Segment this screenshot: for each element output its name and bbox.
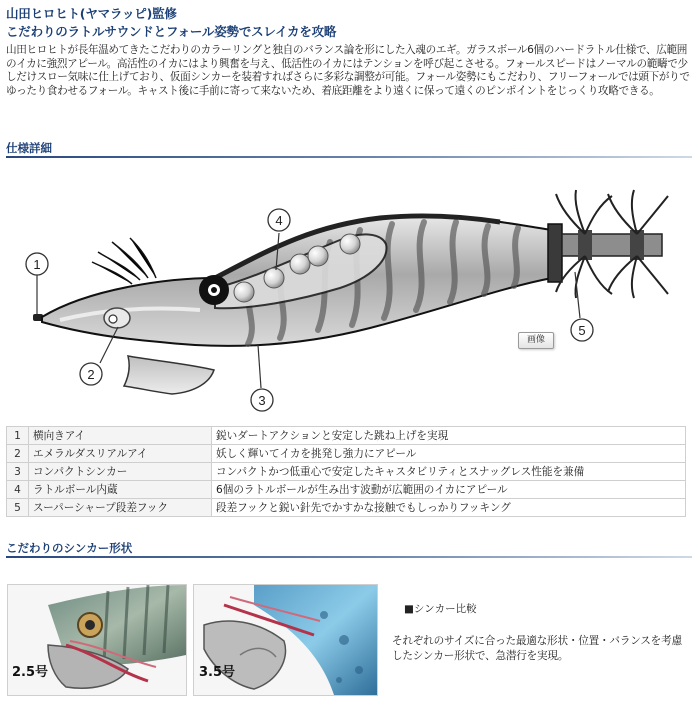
spec-table: [6, 426, 686, 517]
side-eye: [104, 308, 130, 328]
svg-text:2: 2: [87, 367, 95, 382]
row-number: 5: [7, 499, 29, 517]
title-line-1: 山田ヒロヒト(ヤマラッピ)監修: [6, 6, 177, 21]
feature-name: ラトルボール内蔵: [29, 481, 212, 499]
feature-description: 6個のラトルボールが生み出す波動が広範囲のイカにアピール: [212, 481, 686, 499]
callout-5: [571, 319, 593, 341]
callout-3: [251, 389, 273, 411]
table-row: [7, 481, 686, 499]
callout-2: [80, 363, 102, 385]
sinker-compare-text: それぞれのサイズに合った最適な形状・位置・バランスを考慮したシンカー形状で、急潜行を実現。: [392, 635, 682, 662]
feature-description: コンパクトかつ低重心で安定したキャスタビリティとスナッグレス性能を兼備: [212, 463, 686, 481]
egi-lure-diagram: [0, 160, 700, 422]
size-label-25: 2.5号: [12, 665, 49, 680]
size-label-35: 3.5号: [199, 665, 236, 680]
line-eye: [199, 275, 229, 305]
table-row: [7, 445, 686, 463]
hook-base: [548, 224, 662, 282]
feature-description: 妖しく輝いてイカを挑発し強力にアピール: [212, 445, 686, 463]
row-number: 2: [7, 445, 29, 463]
sinker-compare-title: ■シンカー比較: [404, 603, 477, 615]
feature-name: コンパクトシンカー: [29, 463, 212, 481]
callout-1: [26, 253, 48, 275]
row-number: 1: [7, 427, 29, 445]
svg-text:4: 4: [275, 213, 283, 228]
sinker-fin: [124, 356, 214, 394]
table-row: [7, 499, 686, 517]
feather: [92, 238, 156, 284]
spec-section-heading: 仕様詳細: [6, 141, 52, 155]
table-row: [7, 463, 686, 481]
feature-name: エメラルダスリアルアイ: [29, 445, 212, 463]
svg-text:5: 5: [578, 323, 586, 338]
intro-paragraph: 山田ヒロヒトが長年温めてきたこだわりのカラーリングと独自のバランス論を形にした入魂のエギ。ガラスボール6個のハードラトル仕様で、広範囲のイカに強烈アピール。高活性のイカにはより興奮を与え、低活性のイカにはテンションを呼び起こさせる。フォールスピードはノーマルの範疇で少しだけスロー気味に仕上げており、仮面シンカーを装着すればさらに多彩な調整が可能。フォール姿勢にもこだわり、フリーフォールでは頭下がりでゆったり食わせるフォール。キャスト後に手前に寄って来ないため、着底距離をより遠くに保って遠くのピンポイントをじっくり攻略できる。: [6, 44, 690, 97]
feature-description: 鋭いダートアクションと安定した跳ね上げを実現: [212, 427, 686, 445]
sinker-section-divider: [6, 556, 692, 558]
title-line-2: こだわりのラトルサウンドとフォール姿勢でスレイカを攻略: [6, 24, 337, 39]
row-number: 4: [7, 481, 29, 499]
spec-section-divider: [6, 156, 692, 158]
feature-name: 横向きアイ: [29, 427, 212, 445]
svg-text:1: 1: [33, 257, 41, 272]
feature-description: 段差フックと鋭い針先でかすかな接触でもしっかりフッキング: [212, 499, 686, 517]
row-number: 3: [7, 463, 29, 481]
table-row: [7, 427, 686, 445]
callout-4: [268, 209, 290, 231]
sinker-section-heading: こだわりのシンカー形状: [6, 541, 133, 555]
image-view-button[interactable]: 画像: [518, 332, 554, 349]
feature-name: スーパーシャープ段差フック: [29, 499, 212, 517]
svg-text:3: 3: [258, 393, 266, 408]
